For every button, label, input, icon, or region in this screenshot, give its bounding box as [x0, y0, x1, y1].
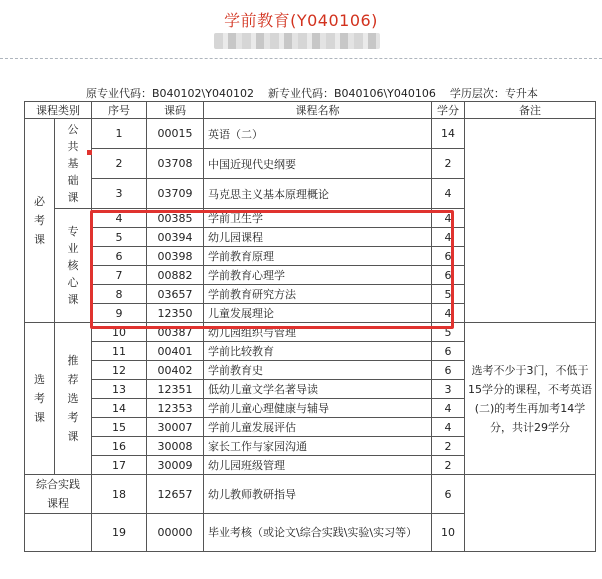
- row-credit: 4: [432, 209, 465, 228]
- row-code: 00015: [147, 119, 204, 149]
- row-code: 00401: [147, 342, 204, 361]
- group-empty: [25, 514, 92, 552]
- group-recommended-elective: 推荐选考课: [55, 323, 92, 475]
- row-code: 30009: [147, 456, 204, 475]
- row-course-name: 家长工作与家园沟通: [204, 437, 432, 456]
- row-credit: 3: [432, 380, 465, 399]
- row-number: 9: [92, 304, 147, 323]
- row-course-name: 学前儿童心理健康与辅导: [204, 399, 432, 418]
- group-professional-core: 专业核心课: [55, 209, 92, 323]
- row-code: 03657: [147, 285, 204, 304]
- marker-dot: [87, 150, 92, 155]
- course-table: [24, 101, 596, 552]
- row-number: 4: [92, 209, 147, 228]
- row-number: 16: [92, 437, 147, 456]
- table-row: [25, 323, 596, 342]
- row-credit: 4: [432, 399, 465, 418]
- row-number: 15: [92, 418, 147, 437]
- row-number: 3: [92, 179, 147, 209]
- row-credit: 4: [432, 304, 465, 323]
- row-course-name: 中国近现代史纲要: [204, 149, 432, 179]
- row-credit: 5: [432, 285, 465, 304]
- elective-note: 选考不少于3门，不低于15学分的课程，不考英语(二)的考生再加考14学分，共计29学分: [465, 323, 596, 475]
- row-course-name: 幼儿园组织与管理: [204, 323, 432, 342]
- row-credit: 4: [432, 228, 465, 247]
- row-course-name: 儿童发展理论: [204, 304, 432, 323]
- row-course-name: 幼儿园课程: [204, 228, 432, 247]
- row-credit: 6: [432, 342, 465, 361]
- group-elective: 选考课: [25, 323, 55, 475]
- row-code: 12351: [147, 380, 204, 399]
- row-credit: 2: [432, 456, 465, 475]
- row-credit: 6: [432, 475, 465, 514]
- row-number: 11: [92, 342, 147, 361]
- blurred-subtitle: [214, 33, 380, 49]
- row-code: 12350: [147, 304, 204, 323]
- header-remarks: 备注: [465, 102, 596, 119]
- row-code: 00385: [147, 209, 204, 228]
- row-code: 00402: [147, 361, 204, 380]
- group-comprehensive: 综合实践课程: [25, 475, 92, 514]
- major-info-line: 原专业代码：B040102\Y040102 新专业代码：B040106\Y040106 学历层次：专升本: [86, 87, 538, 100]
- row-code: 00398: [147, 247, 204, 266]
- row-number: 19: [92, 514, 147, 552]
- row-credit: 5: [432, 323, 465, 342]
- row-course-name: 毕业考核（或论文\综合实践\实验\实习等）: [204, 514, 432, 552]
- row-number: 14: [92, 399, 147, 418]
- header-credit: 学分: [432, 102, 465, 119]
- row-course-name: 学前教育史: [204, 361, 432, 380]
- group-public-basic: 公共基础课: [55, 119, 92, 209]
- row-course-name: 幼儿教师教研指导: [204, 475, 432, 514]
- row-credit: 10: [432, 514, 465, 552]
- row-code: 00882: [147, 266, 204, 285]
- row-code: 03709: [147, 179, 204, 209]
- row-course-name: 幼儿园班级管理: [204, 456, 432, 475]
- page-title: 学前教育(Y040106): [224, 11, 378, 30]
- row-course-name: 学前教育原理: [204, 247, 432, 266]
- remarks-empty: [465, 475, 596, 552]
- row-number: 2: [92, 149, 147, 179]
- row-code: 30008: [147, 437, 204, 456]
- row-number: 12: [92, 361, 147, 380]
- row-code: 00394: [147, 228, 204, 247]
- row-course-name: 低幼儿童文学名著导读: [204, 380, 432, 399]
- row-course-name: 英语（二）: [204, 119, 432, 149]
- row-course-name: 学前比较教育: [204, 342, 432, 361]
- row-course-name: 学前儿童发展评估: [204, 418, 432, 437]
- row-number: 5: [92, 228, 147, 247]
- header-category: 课程类别: [25, 102, 92, 119]
- row-number: 13: [92, 380, 147, 399]
- row-course-name: 马克思主义基本原理概论: [204, 179, 432, 209]
- row-number: 18: [92, 475, 147, 514]
- table-header-row: [25, 102, 596, 119]
- row-course-name: 学前卫生学: [204, 209, 432, 228]
- row-course-name: 学前教育研究方法: [204, 285, 432, 304]
- row-credit: 2: [432, 437, 465, 456]
- row-number: 17: [92, 456, 147, 475]
- header-number: 序号: [92, 102, 147, 119]
- row-number: 8: [92, 285, 147, 304]
- header-course-name: 课程名称: [204, 102, 432, 119]
- group-required: 必考课: [25, 119, 55, 323]
- row-course-name: 学前教育心理学: [204, 266, 432, 285]
- row-number: 6: [92, 247, 147, 266]
- remarks-empty: [465, 119, 596, 323]
- row-number: 1: [92, 119, 147, 149]
- row-credit: 4: [432, 179, 465, 209]
- row-credit: 6: [432, 266, 465, 285]
- row-credit: 14: [432, 119, 465, 149]
- row-credit: 6: [432, 361, 465, 380]
- row-number: 10: [92, 323, 147, 342]
- table-row: [25, 119, 596, 149]
- row-code: 12353: [147, 399, 204, 418]
- row-code: 03708: [147, 149, 204, 179]
- row-code: 00000: [147, 514, 204, 552]
- row-number: 7: [92, 266, 147, 285]
- row-credit: 6: [432, 247, 465, 266]
- dashed-divider: [0, 58, 602, 59]
- table-row: [25, 475, 596, 514]
- row-code: 30007: [147, 418, 204, 437]
- header-code: 课码: [147, 102, 204, 119]
- row-credit: 4: [432, 418, 465, 437]
- row-credit: 2: [432, 149, 465, 179]
- row-code: 12657: [147, 475, 204, 514]
- row-code: 00387: [147, 323, 204, 342]
